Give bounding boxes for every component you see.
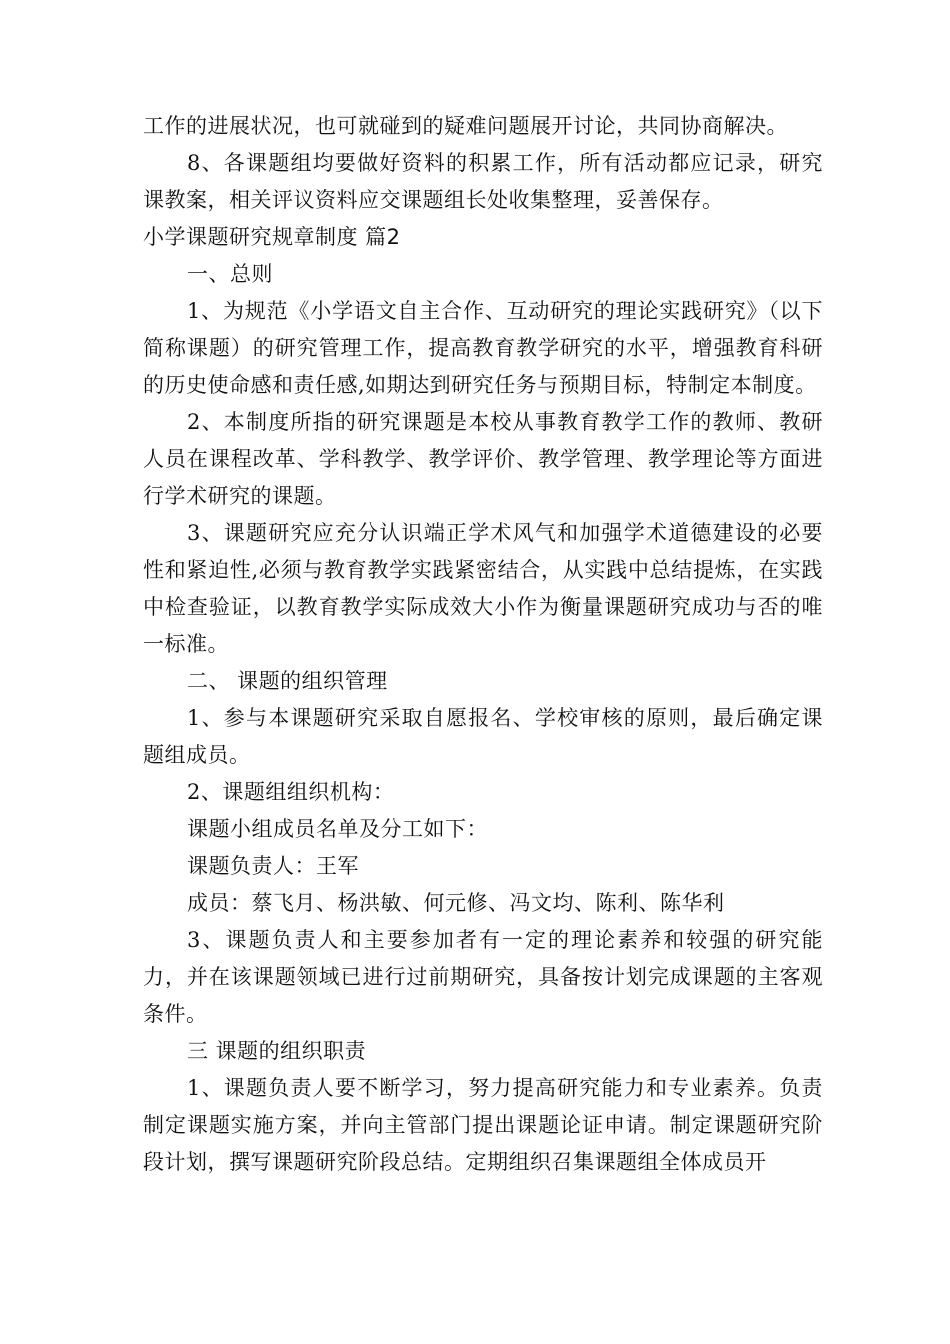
paragraph-management-2: 2、课题组组织机构： bbox=[187, 780, 395, 804]
paragraph-continuation: 工作的进展状况，也可就碰到的疑难问题展开讨论，共同协商解决。 bbox=[143, 114, 788, 138]
heading-organization-management: 二、 课题的组织管理 bbox=[187, 669, 388, 693]
paragraph-principle-2: 2、本制度所指的研究课题是本校从事教育教学工作的教师、教研人员在课程改革、学科教学、教学评价、教学管理、教学理论等方面进行学术研究的课题。 bbox=[143, 410, 823, 508]
paragraph-management-1: 1、参与本课题研究采取自愿报名、学校审核的原则，最后确定课题组成员。 bbox=[143, 706, 823, 767]
paragraph-duty-1: 1、课题负责人要不断学习，努力提高研究能力和专业素养。负责制定课题实施方案，并向主管部门提出课题论证申请。制定课题研究阶段计划，撰写课题研究阶段总结。定期组织召集课题组全体成员开 bbox=[143, 1076, 823, 1174]
document-body bbox=[143, 108, 823, 1181]
paragraph-management-3: 3、课题负责人和主要参加者有一定的理论素养和较强的研究能力，并在该课题领域已进行过前期研究，具备按计划完成课题的主客观条件。 bbox=[143, 928, 823, 1026]
heading-general-principles: 一、总则 bbox=[187, 262, 273, 286]
section-title: 小学课题研究规章制度 篇2 bbox=[143, 225, 401, 249]
paragraph-principle-1: 1、为规范《小学语文自主合作、互动研究的理论实践研究》（以下简称课题）的研究管理工作，提高教育教学研究的水平，增强教育科研的历史使命感和责任感,如期达到研究任务与预期目标，特制定本制度。 bbox=[143, 299, 823, 397]
paragraph-item-8: 8、各课题组均要做好资料的积累工作，所有活动都应记录，研究课教案，相关评议资料应交课题组长处收集整理，妥善保存。 bbox=[143, 151, 823, 212]
paragraph-member-list-intro: 课题小组成员名单及分工如下： bbox=[187, 817, 488, 841]
paragraph-project-leader: 课题负责人：王军 bbox=[187, 854, 359, 878]
heading-organization-duties: 三 课题的组织职责 bbox=[187, 1039, 367, 1063]
paragraph-members: 成员：蔡飞月、杨洪敏、何元修、冯文均、陈利、陈华利 bbox=[187, 891, 725, 915]
paragraph-principle-3: 3、课题研究应充分认识端正学术风气和加强学术道德建设的必要性和紧迫性,必须与教育教学实践紧密结合，从实践中总结提炼，在实践中检查验证，以教育教学实际成效大小作为衡量课题研究成功与否的唯一标准。 bbox=[143, 521, 823, 656]
